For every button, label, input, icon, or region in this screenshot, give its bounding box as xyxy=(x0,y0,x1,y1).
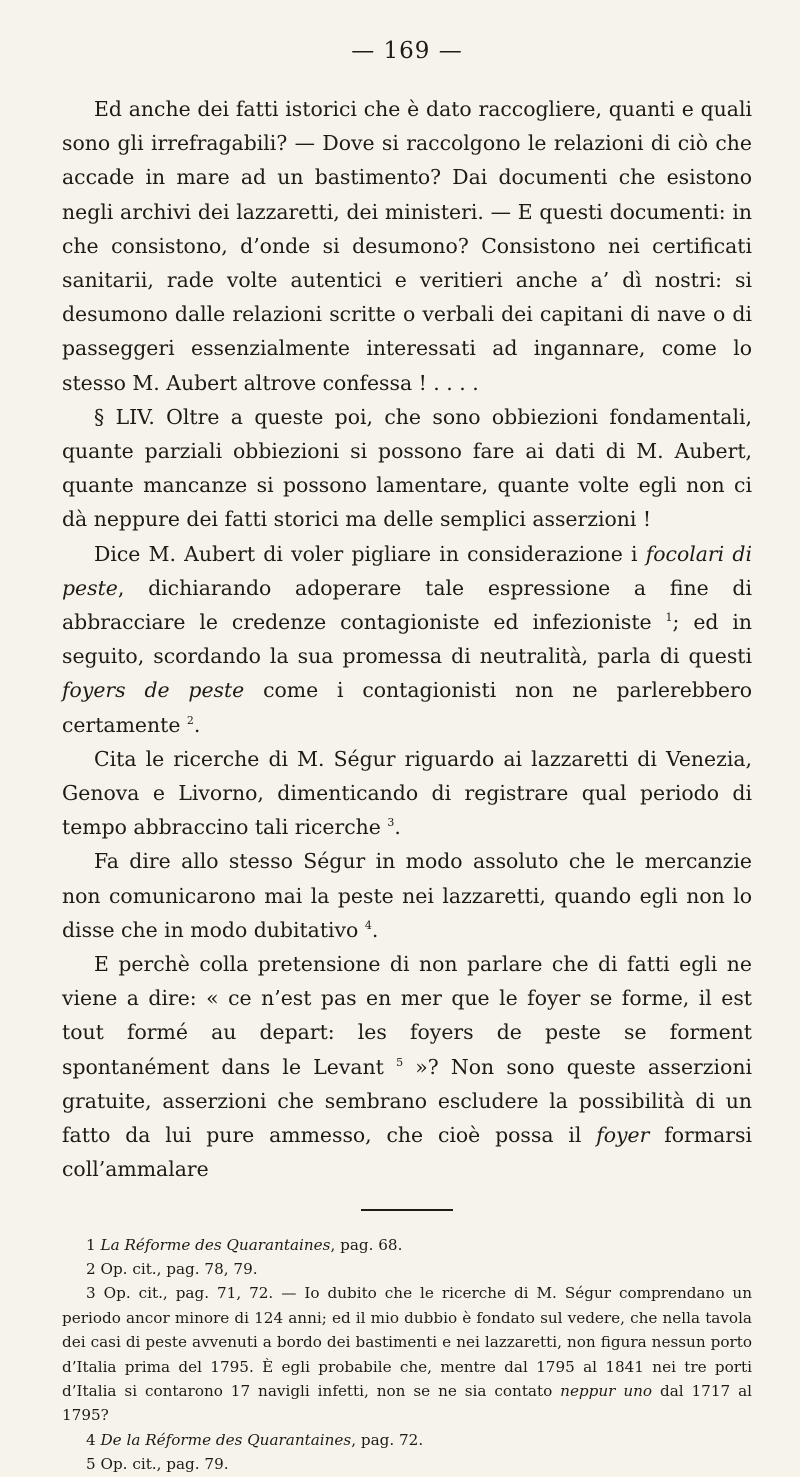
italic-term: focolari di peste xyxy=(62,541,752,600)
italic-term: foyers de peste xyxy=(62,678,245,703)
paragraph-4: Cita le ricerche di M. Ségur riguardo ai lazzaretti di Venezia, Genova e Livorno, dimenticando di registrare qual periodo di tempo abbraccino tali ricerche $^3$. xyxy=(62,746,752,840)
paragraph-5: Fa dire allo stesso Ségur in modo assoluto che le mercanzie non comunicarono mai la peste nei lazzaretti, quando egli non lo disse che in modo dubitativo $^4$. xyxy=(62,849,752,942)
body-text xyxy=(62,92,752,1187)
footnotes xyxy=(62,1233,752,1477)
paragraph-3: Dice M. Aubert di voler pigliare in considerazione i focolari di peste, dichiarando adoperare tale espressione a fine di abbracciare le credenze contagioniste ed infezioniste $^1$; ed in seguito, scordando la sua promessa di neutralità, parla di questi foyers de peste come i contagionisti non ne parlerebbero certamente $^2$. xyxy=(62,541,753,737)
footnote-ref: 5 xyxy=(396,1055,404,1069)
footnote-4: 4 De la Réforme des Quarantaines, pag. 72. xyxy=(86,1430,424,1449)
page-number: — 169 — xyxy=(351,38,463,64)
footnote-ref: 4 xyxy=(364,919,372,933)
paragraph-6: E perchè colla pretensione di non parlare che di fatti egli ne viene a dire: « ce n’est pas en mer que le foyer se forme, il est tout formé au depart: les foyers de peste se forment spontanément dans le Levant $^5$ »? Non sono queste asserzioni gratuite, asserzioni che sembrano escludere la possibilità di un fatto da lui pure ammesso, che cioè possa il foyer formarsi coll’ammalare xyxy=(62,952,753,1182)
footnote-3: 3 Op. cit., pag. 71, 72. — Io dubito che le ricerche di M. Ségur comprendano un periodo ancor minore di 124 anni; ed il mio dubbio è fondato sul vedere, che nella tavola dei casi di peste avvenuti a bordo dei bastimenti e nei lazzaretti, non figura nessun porto d’Italia prima del 1795. È egli probabile che, mentre dal 1795 al 1841 nei tre porti d’Italia si contarono 17 navigli infetti, non se ne sia contato neppur uno dal 1717 al 1795? xyxy=(62,1284,753,1425)
footnote-2: 2 Op. cit., pag. 78, 79. xyxy=(86,1259,258,1278)
footnote-ref: 1 xyxy=(665,611,673,625)
paragraph-2: § LIV. Oltre a queste poi, che sono obbiezioni fondamentali, quante parziali obbiezioni si possono fare ai dati di M. Aubert, quante mancanze si possono lamentare, quante volte egli non ci dà neppure dei fatti storici ma delle semplici asserzioni ! xyxy=(62,404,752,532)
footnote-ref: 2 xyxy=(186,713,194,727)
footnote-5: 5 Op. cit., pag. 79. xyxy=(86,1455,229,1474)
footnote-ref: 3 xyxy=(387,816,395,830)
paragraph-1: Ed anche dei fatti istorici che è dato raccogliere, quanti e quali sono gli irrefragabili? — Dove si raccolgono le relazioni di ciò che accade in mare ad un bastimento? Dai documenti che esistono negli archivi dei lazzaretti, dei ministeri. — E questi documenti: in che consistono, d’onde si desumono? Consistono nei certificati sanitarii, rade volte autentici e veritieri anche a’ dì nostri: si desumono dalle relazioni scritte o verbali dei capitani di nave o di passeggeri essenzialmente interessati ad ingannare, come lo stesso M. Aubert altrove confessa ! . . . . xyxy=(62,97,752,395)
footnote-1: 1 La Réforme des Quarantaines, pag. 68. xyxy=(86,1235,403,1254)
footnote-divider xyxy=(361,1209,453,1211)
italic-term: foyer xyxy=(596,1123,650,1148)
